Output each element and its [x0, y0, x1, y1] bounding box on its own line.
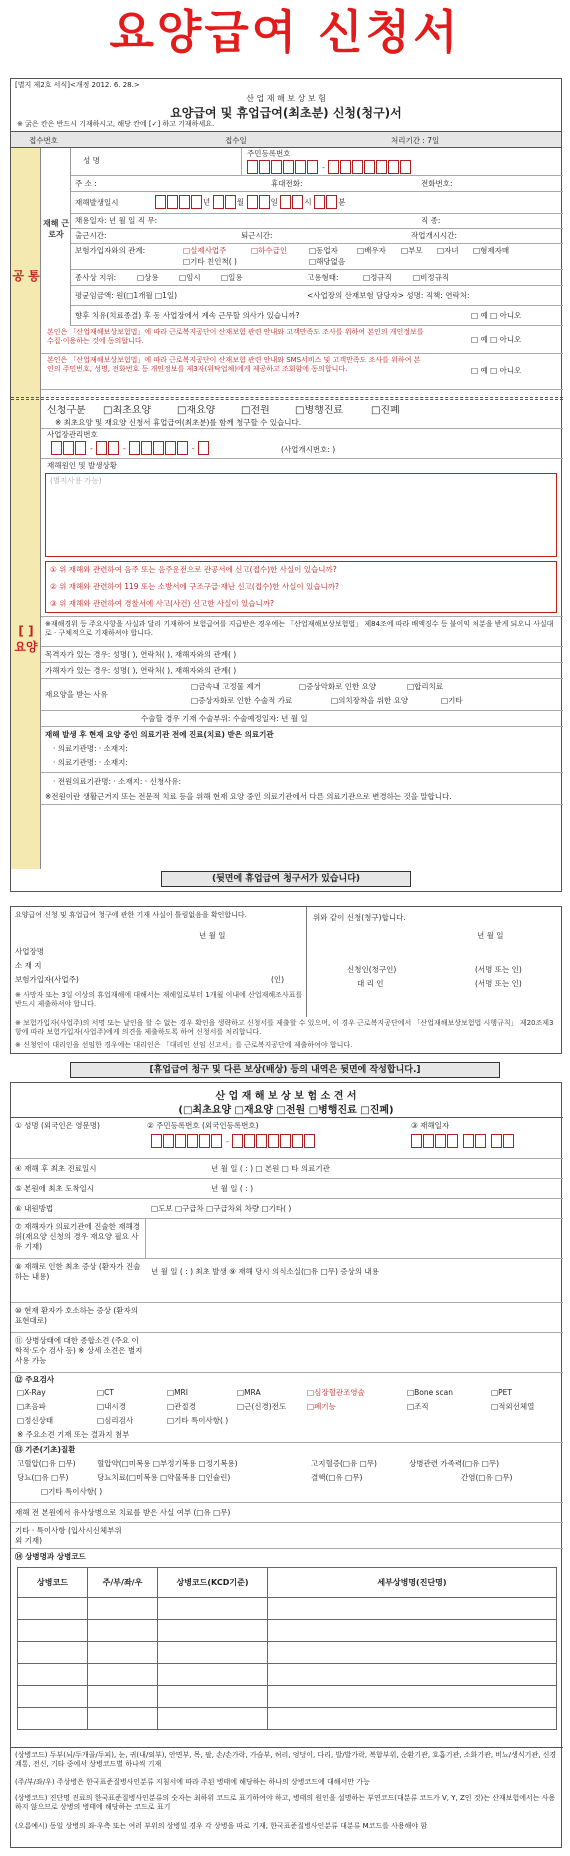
- accident-date-label: 재해발생일시: [75, 198, 119, 207]
- transfer-row: [41, 773, 563, 805]
- first-visit-value[interactable]: 년 월 일 ( : ) □ 본원 □ 타 의료기관: [211, 1164, 330, 1173]
- agent-sign[interactable]: (서명 또는 인): [475, 979, 522, 988]
- recare-row: [41, 679, 563, 711]
- relation-opt-sibling[interactable]: □형제자매: [473, 246, 510, 255]
- exam-angio[interactable]: □심장혈관조영술: [307, 1388, 365, 1397]
- exam-emg[interactable]: □근(신경)전도: [237, 1402, 287, 1411]
- type-opt-parallel[interactable]: □병행진료: [295, 405, 344, 416]
- exam-bonescan[interactable]: □Bone scan: [407, 1388, 453, 1397]
- arrival-value[interactable]: 년 월 일 ( : ): [211, 1184, 254, 1193]
- recare-opt-worse[interactable]: □증상악화로 인한 요양: [299, 682, 377, 691]
- leave-label: 퇴근시간:: [241, 231, 273, 240]
- base-diabetes[interactable]: 당뇨(□유 □무): [17, 1473, 69, 1482]
- confirm-note-1: ※ 사망자 또는 3일 이상의 휴업재해에 대해서는 재해일로부터 1개월 이내에 산업재해조사표를 반드시 제출하셔야 합니다.: [15, 991, 303, 1008]
- hospital-line-2: · 의료기관명: · 소재지:: [53, 758, 128, 767]
- exam-pft[interactable]: □폐기능: [307, 1402, 336, 1411]
- exam-mra[interactable]: □MRA: [237, 1388, 261, 1397]
- name-row: [71, 148, 563, 176]
- apply-type-row: [41, 403, 563, 429]
- consent-text-1: 본인은 「산업재해보상보험법」에 따라 근로복지공단이 산재보험 관련 안내와 고객만족도 조사를 위하여 본인의 개인정보를 수집·이용하는 것에 동의합니다.: [47, 328, 424, 345]
- other-label: 기타 · 특이사항 (입사시신체부위 외 기재): [15, 1526, 122, 1545]
- exam-note: ※ 주요소견 기재 또는 결과지 첨부: [17, 1430, 130, 1439]
- arrival-label: ⑤ 본원에 최초 도착일시: [15, 1184, 95, 1193]
- employ-opt-temp[interactable]: □비정규직: [413, 273, 450, 282]
- table-row[interactable]: [18, 1708, 557, 1730]
- history-label: ⑦ 재해자가 의료기관에 진술한 재해경위(재요양 신청의 경우 재요양 필요 사유 기재): [15, 1222, 140, 1251]
- diag-label: ⑭ 상병명과 상병코드: [15, 1552, 86, 1561]
- relation-opt-relative[interactable]: □기타 친인척( ): [183, 257, 237, 266]
- opinion-date-label: ③ 재해일자: [411, 1121, 450, 1130]
- status-opt-regular[interactable]: □상용: [137, 273, 159, 282]
- opinion-date-input[interactable]: [411, 1134, 515, 1148]
- relation-row: [71, 244, 563, 270]
- consent-text-2: 본인은 「산업재해보상보험법」에 따라 근로복지공단이 산재보험 관련 안내와 SMS서비스 및 고객만족도 조사를 위하여 본인의 주민번호, 성명, 전화번호 등 개인정보를 제3자(위탁업체)에게 제공하고 조회함에 동의합니다.: [47, 356, 421, 373]
- diag-header-name: 세부상병명(진단명): [268, 1568, 557, 1598]
- opinion-row-overall: [11, 1333, 563, 1373]
- status-label: 종사상 지위:: [75, 273, 117, 282]
- biz-no-input[interactable]: - - -: [51, 441, 210, 455]
- diagnosis-section: [11, 1549, 563, 1745]
- application-form: [10, 78, 562, 892]
- opinion-row-symptom: [11, 1259, 563, 1303]
- history-divider: [145, 1219, 146, 1259]
- hospital-line-1: · 의료기관명: · 소재지:: [53, 744, 128, 753]
- prior-label[interactable]: 재해 전 본원에서 유사상병으로 치료를 받은 사실 여부 (□유 □무): [15, 1508, 231, 1517]
- surgery-row: [41, 711, 563, 727]
- rrn-input[interactable]: -: [247, 160, 412, 174]
- instruction-text: ※ 굵은 칸은 반드시 기재하시고, 해당 칸에 [✓] 하고 기재하세요.: [17, 120, 215, 128]
- exam-label: ⑫ 주요검사: [15, 1375, 55, 1384]
- question-3: ③ 위 재해와 관련하여 경찰서에 사고(사건) 신고한 사실이 있습니까?: [50, 599, 274, 608]
- job-label: 직 종:: [421, 216, 441, 225]
- field-location: 소 재 지: [15, 961, 42, 970]
- question-2: ② 위 재해와 관련하여 119 또는 소방서에 구조구급·재난 신고(접수)한 사실이 있습니까?: [50, 582, 339, 591]
- back-notice-bar: (뒷면에 휴업급여 청구서가 있습니다): [161, 871, 411, 887]
- page-title: 요양급여 신청서: [109, 5, 461, 59]
- opinion-rrn-label: ② 주민등록번호 (외국인등록번호): [147, 1121, 259, 1130]
- opinion-form: [10, 1082, 562, 1848]
- exam-pet[interactable]: □PET: [491, 1388, 512, 1397]
- cause-textarea[interactable]: [45, 473, 557, 557]
- section-divider: [11, 397, 563, 400]
- surgery-label: 수술할 경우 기재 수술부위: 수술예정일자: 년 월 일: [141, 714, 308, 723]
- form-title: 요양급여 및 휴업급여(최초분) 신청(청구)서: [170, 106, 402, 120]
- exam-row: [11, 1373, 563, 1443]
- confirm-right-date: 년 월 일: [477, 931, 504, 940]
- care-side-column: [11, 403, 41, 869]
- exam-ct[interactable]: □CT: [97, 1388, 114, 1397]
- question-1: ① 위 재해와 관련하여 음주 또는 음주운전으로 관공서에 신고(접수)한 사실이 있습니까?: [50, 565, 337, 574]
- unit-day: 일: [270, 197, 278, 207]
- status-opt-temporary[interactable]: □임시: [179, 273, 201, 282]
- accident-date-row: [71, 192, 563, 214]
- exam-mri[interactable]: □MRI: [167, 1388, 188, 1397]
- biz-no-label: 사업장관리번호: [47, 430, 98, 439]
- phone-label: 전화번호:: [421, 179, 453, 188]
- witness-label: 목격자가 있는 경우: 성명( ), 연락처( ), 재해자와의 관계( ): [45, 650, 237, 659]
- exam-thermo[interactable]: □적외선체열: [491, 1402, 535, 1411]
- recare-opt-other[interactable]: □기타: [441, 696, 463, 705]
- exam-other[interactable]: □기타 특이사항( ): [167, 1416, 229, 1425]
- witness-row: [41, 647, 563, 663]
- name-label: 성 명: [83, 156, 100, 165]
- symptom-value[interactable]: 년 월 일 ( : ) 최초 발생 ⑨ 재해 당시 의식소실(□유 □무) 증상의 내용: [151, 1267, 379, 1276]
- field-employer: 보험가입자(사업주): [15, 975, 79, 984]
- confirm-left-title: 요양급여 신청 및 휴업급여 청구에 관한 기재 사실이 틀림없음을 확인합니다.: [15, 911, 247, 919]
- table-row[interactable]: [18, 1686, 557, 1708]
- diag-header-code: 상병코드: [18, 1568, 88, 1598]
- avg-wage-label: 평균임금액: 원(□1개월 □1일): [75, 291, 178, 300]
- address-label: 주 소 :: [75, 179, 97, 188]
- transport-label: ⑥ 내원방법: [15, 1204, 54, 1213]
- type-opt-first[interactable]: □최초요양: [103, 405, 152, 416]
- exam-xray[interactable]: □X-Ray: [17, 1388, 46, 1397]
- biz-open-no: (사업개시번호: ): [281, 445, 336, 454]
- offender-row: [41, 663, 563, 679]
- care-side-label: [ ] 요양: [14, 624, 38, 654]
- diag-header-side: 주/부/좌/우: [88, 1568, 158, 1598]
- consent-2-yes-no[interactable]: □ 예 □ 아니오: [471, 366, 522, 375]
- relation-opt-spouse[interactable]: □배우자: [357, 246, 386, 255]
- other-row: [11, 1523, 563, 1549]
- field-business-name: 사업장명: [15, 947, 44, 956]
- consent-1-yes-no[interactable]: □ 예 □ 아니오: [471, 335, 522, 344]
- footnote-2: (주/부/좌/우) 주상병은 한국표준질병사인분류 지침서에 따라 주된 병태에 해당하는 하나의 상병코드에 대해서만 가능: [15, 1778, 370, 1786]
- address-row: [71, 176, 563, 192]
- relation-opt-owner[interactable]: □실제사업주: [183, 246, 227, 255]
- base-lipid[interactable]: 고지혈증(□유 □무): [311, 1459, 377, 1468]
- opinion-row-history: [11, 1219, 563, 1259]
- diag-header-kcd: 상병코드(KCD기준): [158, 1568, 268, 1598]
- recare-opt-remove[interactable]: □금속내 고정물 제거: [191, 682, 261, 691]
- confirm-note-3: ※ 신청인이 대리인을 선임한 경우에는 대리인은 「대리인 선임 신고서」를 근로복지공단에 제출하여야 합니다.: [15, 1041, 353, 1049]
- recare-opt-denture[interactable]: □의치장착을 위한 요양: [331, 696, 409, 705]
- commute-label: 출근시간:: [75, 231, 107, 240]
- exam-psych[interactable]: □심리검사: [97, 1416, 134, 1425]
- footnote-3: (상병코드) 진단명 진료의 한국표준질병사인분류의 숫자는 최하위 코드로 표기하여야 하고, 병태의 원인을 설명하는 부연코드(대분류 코드가 V, Y, Z인 것)는 산재보험에서는 사용하지 않으므로 상병의 병태에 해당하는 코드로 표기: [15, 1794, 556, 1811]
- exam-ultrasound[interactable]: □초음파: [17, 1402, 46, 1411]
- symptom-label: ⑧ 재해로 인한 최초 증상 (환자가 진술하는 내용): [15, 1262, 141, 1281]
- cause-placeholder: (별지사용 가능): [50, 476, 102, 485]
- questions-box: [45, 561, 557, 613]
- unit-minute: 분: [338, 197, 346, 207]
- hospital-row: [41, 727, 563, 773]
- base-dm-med[interactable]: 당뇨치료(□미복용 □약물복용 □인슐린): [97, 1473, 231, 1482]
- recare-label: 재요양을 받는 사유: [45, 690, 108, 699]
- exam-mental[interactable]: □정신상태: [17, 1416, 54, 1425]
- diagnosis-table: [17, 1567, 557, 1730]
- other-compensation-bar: [휴업급여 청구 및 다른 보상(배상) 등의 내역은 뒷면에 작성합니다.]: [70, 1062, 500, 1078]
- work-start-label: 작업개시시간:: [411, 231, 457, 240]
- confirm-note-2: ※ 보험가입자(사업주)의 서명 또는 날인을 할 수 없는 경우 확인을 생략하고 신청서를 제출할 수 있으며, 이 경우 근로복지공단에서 「산업재해보상보험법 시행규칙」 제20조제3항에 따라 보험가입자(사업주)에게 의견을 제출하도록 하여 신청서를 처리합니다.: [15, 1019, 554, 1036]
- processing-period: 처리기간 : 7일: [391, 136, 440, 145]
- apply-type-label: 신청구분: [47, 405, 86, 416]
- prior-treatment-row: [11, 1503, 563, 1523]
- type-opt-transfer[interactable]: □전원: [241, 405, 270, 416]
- work-hours-row: [71, 229, 563, 244]
- field-applicant: 신청인(청구인): [347, 965, 397, 974]
- transfer-label: · 전원의료기관명: · 소재지: · 신청사유:: [53, 777, 182, 786]
- annex-label: [별지 제2호 서식]<개정 2012. 6. 28.>: [15, 81, 140, 89]
- confirm-right-title: 위와 같이 신청(청구)합니다.: [313, 913, 406, 922]
- base-tb[interactable]: 결핵(□유 □무): [311, 1473, 363, 1482]
- type-opt-recare[interactable]: □재요양: [177, 405, 216, 416]
- base-bp-med[interactable]: 혈압약(□미복용 □부정기복용 □정기복용): [97, 1459, 238, 1468]
- type-note: ※ 최초요양 및 재요양 신청서 휴업급여(최초분)를 함께 청구할 수 있습니다.: [55, 418, 302, 427]
- complaint-label: ⑩ 현재 환자가 호소하는 증상 (환자의 표현대로): [15, 1306, 138, 1325]
- relation-label: 보험가입자와의 관계:: [75, 246, 146, 255]
- return-row: [71, 306, 563, 326]
- return-yes-no[interactable]: □ 예 □ 아니오: [471, 311, 522, 320]
- notice-row: [41, 617, 563, 647]
- base-illness-row: [11, 1443, 563, 1503]
- receipt-number-label: 접수번호: [29, 136, 58, 145]
- overall-label: ⑪ 상병상태에 대한 종합소견 (주요 이학적·도수 검사 등) ※ 상세 소견은 별지 사용 가능: [15, 1336, 143, 1365]
- relation-opt-partner[interactable]: □동업자: [309, 246, 338, 255]
- applicant-sign[interactable]: (서명 또는 인): [475, 965, 522, 974]
- notice-text: ※재해경위 등 주요사항을 사실과 달리 기재하여 보험급여를 지급받은 경우에는 「산업재해보상보험법」 제84조에 따라 배액징수 등 불이익 처분을 받게 되오니 사실대로 · 구체적으로 기재하셔야 합니다.: [45, 620, 554, 637]
- type-opt-pneumoconiosis[interactable]: □진폐: [371, 405, 400, 416]
- table-row[interactable]: [18, 1598, 557, 1620]
- insurance-name: 산 업 재 해 보 상 보 험: [246, 94, 326, 103]
- return-question: 향후 치유(치료종결) 후 동 사업장에서 계속 근무할 의사가 있습니까?: [75, 311, 300, 320]
- relation-opt-parent[interactable]: □부모: [401, 246, 423, 255]
- offender-label: 가해자가 있는 경우: 성명( ), 연락처( ), 재해자와의 관계( ): [45, 666, 237, 675]
- hire-date-label: 채용일자: 년 월 일 직 무:: [75, 216, 158, 225]
- confirm-left-date: 년 월 일: [199, 931, 226, 940]
- receipt-row: [11, 131, 561, 148]
- transport-value[interactable]: □도보 □구급차 □구급차외 차량 □기타( ): [151, 1204, 292, 1213]
- accident-date-input[interactable]: [155, 195, 345, 209]
- table-row[interactable]: [18, 1642, 557, 1664]
- worker-label: 재해 근로자: [43, 219, 69, 239]
- footnote-4: (오름예시) 동일 상병의 좌·우측 또는 여러 부위의 상병일 경우 각 상병을 따로 기재, 한국표준질병사인분류 대분류 M코드를 사용해야 함: [15, 1822, 428, 1830]
- opinion-row-transport: [11, 1199, 563, 1219]
- opinion-row-arrival: [11, 1179, 563, 1199]
- confirmation-section: [10, 906, 562, 1054]
- worker-label-column: [41, 148, 71, 326]
- unit-year: 년: [203, 197, 211, 207]
- rrn-label: 주민등록번호: [247, 149, 291, 158]
- relation-opt-child[interactable]: □자녀: [437, 246, 459, 255]
- opinion-id-row: [11, 1117, 563, 1159]
- table-row[interactable]: [18, 1664, 557, 1686]
- base-other[interactable]: □기타 특이사항( ): [41, 1487, 103, 1496]
- relation-opt-subcontractor[interactable]: □하수급인: [251, 246, 288, 255]
- mobile-label: 휴대전화:: [271, 179, 303, 188]
- hire-row: [71, 214, 563, 229]
- hospital-label: 재해 발생 후 현재 요양 중인 의료기관 전에 진료(치료) 받은 의료기관: [45, 730, 274, 739]
- exam-endoscopy[interactable]: □내시경: [97, 1402, 126, 1411]
- cause-label: 재해원인 및 발생상황: [47, 461, 117, 470]
- consent-row-1: [41, 326, 563, 354]
- exam-biopsy[interactable]: □조직: [407, 1402, 429, 1411]
- contact-label: <사업장의 산재보험 담당자> 성명: 직책: 연락처:: [307, 291, 470, 300]
- common-side-column: [11, 148, 41, 438]
- receipt-date-label: 접수일: [225, 136, 247, 145]
- employ-label: 고용형태:: [307, 273, 339, 282]
- opinion-row-first-visit: [11, 1159, 563, 1179]
- common-side-label: 공 통: [12, 269, 40, 283]
- employ-opt-permanent[interactable]: □정규직: [363, 273, 392, 282]
- consent-row-2: [41, 354, 563, 390]
- first-visit-label: ④ 재해 후 최초 진료일시: [15, 1164, 97, 1173]
- footnote-1: (상병코드) 두부(뇌/두개골/두피), 눈, 귀(내/외부), 안면부, 목, 팔, 손/손가락, 가슴부, 허리, 엉덩이, 다리, 발/발가락, 복합부위, 순환기관, 호흡기관, 소화기관, 비뇨/생식기관, 신경계통, 전신, 기타 중에서 상병코드별 하나씩 기재: [15, 1751, 557, 1768]
- transfer-note: ※전원이란 생활근거지 또는 전문적 치료 등을 위해 현재 요양 중인 의료기관에서 다른 의료기관으로 변경하는 것을 말합니다.: [45, 792, 452, 801]
- cause-row: [41, 459, 563, 617]
- field-agent: 대 리 인: [357, 979, 384, 988]
- unit-hour: 시: [304, 197, 312, 207]
- table-row[interactable]: [18, 1620, 557, 1642]
- base-hypertension[interactable]: 고혈압(□유 □무): [17, 1459, 76, 1468]
- recare-opt-surgery[interactable]: □증상자화로 인한 수술적 가료: [191, 696, 293, 705]
- opinion-footnotes: [11, 1747, 563, 1847]
- relation-opt-none[interactable]: □해당없음: [309, 257, 346, 266]
- wage-row: [71, 286, 563, 306]
- biz-no-row: [41, 429, 563, 459]
- confirm-right: [307, 907, 563, 1017]
- opinion-name-label: ① 성명 (외국인은 영문명): [15, 1121, 100, 1130]
- opinion-rrn-input[interactable]: -: [151, 1134, 316, 1148]
- status-row: [71, 270, 563, 286]
- unit-month: 월: [236, 197, 245, 207]
- base-family[interactable]: 상병관련 가족력(□유 □무): [409, 1459, 499, 1468]
- recare-opt-rehab[interactable]: □합리치료: [407, 682, 444, 691]
- base-label: ⑬ 기존(기초)질환: [15, 1445, 76, 1454]
- opinion-title: 산 업 재 해 보 상 보 험 소 견 서: [215, 1091, 357, 1102]
- employer-sign[interactable]: (인): [271, 975, 285, 984]
- opinion-row-complaint: [11, 1303, 563, 1333]
- base-hepatitis[interactable]: 간염(□유 □무): [461, 1473, 513, 1482]
- opinion-types[interactable]: (□최초요양 □재요양 □전원 □병행진료 □진폐): [178, 1105, 394, 1116]
- status-opt-daily[interactable]: □일용: [221, 273, 243, 282]
- exam-arthroscopy[interactable]: □관절경: [167, 1402, 196, 1411]
